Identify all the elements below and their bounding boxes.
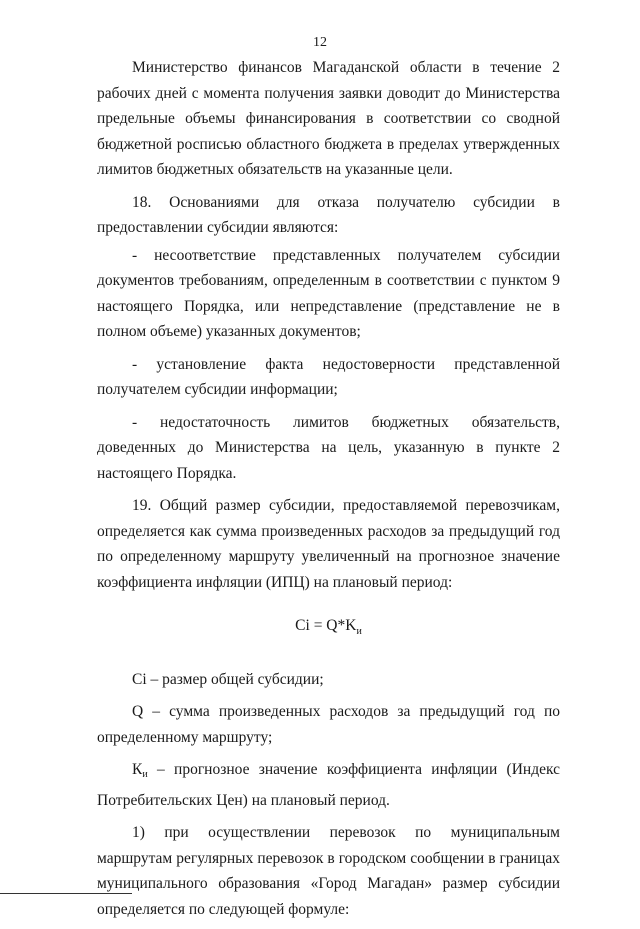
formula [97, 613, 560, 645]
formula-main: Ci = Q*K [295, 617, 357, 634]
document-body [97, 55, 560, 929]
definition-k-symbol: К [132, 761, 143, 779]
definition-k-text: – прогнозное значение коэффициента инфляции (Индекс Потребительских Цен) на плановый период. [97, 761, 560, 809]
formula-subscript: и [356, 626, 362, 638]
definition-k [97, 757, 560, 813]
paragraph-18-reason-1: - несоответствие представленных получателем субсидии документов требованиям, определенным в соответствии с пунктом 9 настоящего Порядка, или непредставление (представление не в полном объеме) указанных документов; [97, 246, 560, 340]
footnote-divider [0, 893, 132, 894]
paragraph-item-1: 1) при осуществлении перевозок по муниципальным маршрутам регулярных перевозок в городском сообщении в границах муниципального образования «Город Магадан» размер субсидии определяется по следующей формуле: [97, 824, 560, 918]
paragraph-18-reason-3: - недостаточность лимитов бюджетных обязательств, доведенных до Министерства на цель, указанную в пункте 2 настоящего Порядка. [97, 413, 560, 482]
page-number: 12 [313, 35, 327, 50]
paragraph-18-reason-2: - установление факта недостоверности представленной получателем субсидии информации; [97, 355, 560, 398]
paragraph-19: 19. Общий размер субсидии, предоставляемой перевозчикам, определяется как сумма произведенных расходов за предыдущий год по определенному маршруту увеличенный на прогнозное значение коэффициента инфляции (ИПЦ) на плановый период: [97, 497, 560, 591]
definition-ci: Ci – размер общей субсидии; [132, 670, 324, 688]
definition-k-subscript: и [142, 769, 148, 781]
paragraph-18-heading: 18. Основаниями для отказа получателю субсидии в предоставлении субсидии являются: [97, 193, 560, 236]
paragraph-budget-limits: Министерство финансов Магаданской области в течение 2 рабочих дней с момента получения заявки доводит до Министерства предельные объемы финансирования в соответствии со сводной бюджетной росписью областного бюджета в пределах утвержденных лимитов бюджетных обязательств на указанные цели. [97, 59, 560, 178]
definition-q: Q – сумма произведенных расходов за предыдущий год по определенному маршруту; [97, 703, 560, 746]
